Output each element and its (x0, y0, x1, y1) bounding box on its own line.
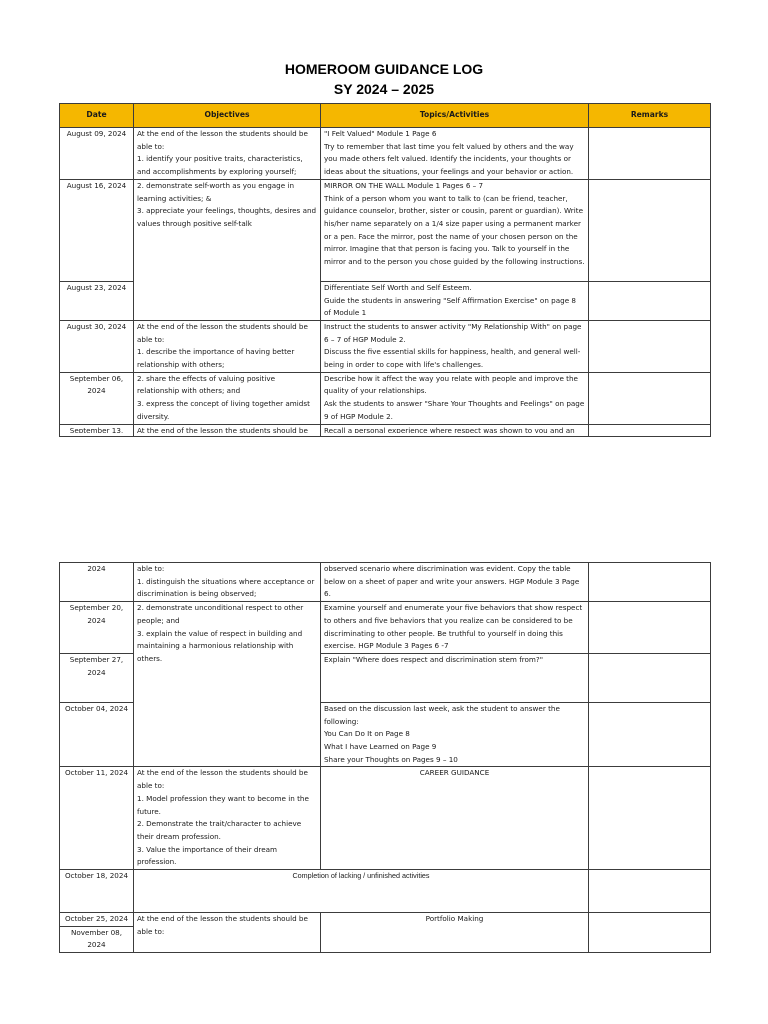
date-cell: September 06, 2024 (60, 372, 134, 424)
table-row (60, 602, 711, 654)
date-cell: October 25, 2024 (60, 913, 134, 927)
remarks-cell (589, 653, 711, 702)
topics-cell: Portfolio Making (321, 913, 589, 953)
objectives-text: At the end of the lesson the students should be (137, 425, 308, 433)
objectives-cell: able to: 1. distinguish the situations where acceptance or discrimination is being observed; (134, 563, 321, 602)
date-cell: September 20, 2024 (60, 602, 134, 654)
remarks-cell (589, 767, 711, 870)
objectives-cell: 2. demonstrate self-worth as you engage in learning activities; & 3. appreciate your feelings, thoughts, desires and values through positive self-talk (134, 179, 321, 320)
objectives-cell: At the end of the lesson the students should be able to: 1. Model profession they want to become in the future. 2. Demonstrate the trait/character to achieve their dream profession. 3. Value the importance of their dream profession. (134, 767, 321, 870)
topics-cell: Instruct the students to answer activity "My Relationship With" on page 6 – 7 of HGP Module 2. Discuss the five essential skills for happiness, health, and general well-being in order to cope with life's challenges. (321, 320, 589, 372)
table-row (60, 767, 711, 870)
topics-cell: Explain "Where does respect and discrimination stem from?" (321, 653, 589, 702)
objectives-cell: At the end of the lesson the students should be able to: 1. identify your positive traits, characteristics, and accomplishments by exploring yourself; (134, 128, 321, 180)
remarks-cell (589, 320, 711, 372)
guidance-log-table (59, 103, 711, 437)
topics-text: Recall a personal experience where respect was shown to you and an (324, 425, 575, 433)
topics-cell (321, 424, 589, 436)
merged-note-cell: Completion of lacking / unfinished activities (134, 870, 589, 913)
date-cell: August 30, 2024 (60, 320, 134, 372)
topics-cell: Based on the discussion last week, ask the student to answer the following: You Can Do It on Page 8 What I have Learned on Page 9 Share your Thoughts on Pages 9 – 10 (321, 702, 589, 767)
objectives-cell: At the end of the lesson the students should be able to: (134, 913, 321, 953)
column-header-remarks: Remarks (589, 104, 711, 128)
remarks-cell (589, 128, 711, 180)
date-cell: October 18, 2024 (60, 870, 134, 913)
date-cell: September 27, 2024 (60, 653, 134, 702)
date-cell: August 16, 2024 (60, 179, 134, 281)
column-header-date: Date (60, 104, 134, 128)
date-cell: August 09, 2024 (60, 128, 134, 180)
objectives-cell (134, 424, 321, 436)
topics-cell: CAREER GUIDANCE (321, 767, 589, 870)
table-row (60, 563, 711, 602)
remarks-cell (589, 602, 711, 654)
remarks-cell (589, 913, 711, 953)
date-cell: November 08, 2024 (60, 926, 134, 952)
date-cell: October 11, 2024 (60, 767, 134, 870)
remarks-cell (589, 563, 711, 602)
date-text: September 13, (69, 425, 124, 433)
topics-cell: MIRROR ON THE WALL Module 1 Pages 6 – 7 Think of a person whom you want to talk to (can be friend, teacher, guidance counselor, brother, sister or cousin, parent or guardian). Write his/her name separately on a 1/4 size paper using a permanent marker or a pen. Face the mirror, post the name of your chosen person on the mirror. Imagine that that person is facing you. Talk to yourself in the mirror and to the person you chose guided by the following instructions. (321, 179, 589, 281)
remarks-cell (589, 179, 711, 281)
table-row (60, 424, 711, 436)
remarks-cell (589, 372, 711, 424)
school-year-title: SY 2024 – 2025 (333, 81, 435, 97)
topics-cell: Differentiate Self Worth and Self Esteem. Guide the students in answering "Self Affirmation Exercise" on page 8 of Module 1 (321, 281, 589, 320)
date-cell (60, 424, 134, 436)
objectives-cell: 2. demonstrate unconditional respect to other people; and 3. explain the value of respect in building and maintaining a harmonious relationship with others. (134, 602, 321, 767)
objectives-cell: 2. share the effects of valuing positive relationship with others; and 3. express the concept of living together amidst diversity. (134, 372, 321, 424)
column-header-objectives: Objectives (134, 104, 321, 128)
table-header-row (60, 104, 711, 128)
table-row (60, 870, 711, 913)
date-cell: October 04, 2024 (60, 702, 134, 767)
date-cell: 2024 (60, 563, 134, 602)
column-header-topics: Topics/Activities (321, 104, 589, 128)
table-row (60, 179, 711, 281)
document-title: HOMEROOM GUIDANCE LOG (284, 61, 484, 77)
table-row (60, 320, 711, 372)
table-row (60, 372, 711, 424)
objectives-cell: At the end of the lesson the students should be able to: 1. describe the importance of having better relationship with others; (134, 320, 321, 372)
remarks-cell (589, 281, 711, 320)
topics-cell: Examine yourself and enumerate your five behaviors that show respect to others and five behaviors that you realize can be considered to be discriminating to other people. Be truthful to yourself in doing this exercise. HGP Module 3 Pages 6 -7 (321, 602, 589, 654)
topics-cell: "I Felt Valued" Module 1 Page 6 Try to remember that last time you felt valued by others and the way you made others felt valued. Identify the incidents, your thoughts or ideas about the situations, your feelings and your behavior or action. (321, 128, 589, 180)
guidance-log-table-continued (59, 562, 711, 953)
topics-cell: observed scenario where discrimination was evident. Copy the table below on a sheet of paper and write your answers. HGP Module 3 Page 6. (321, 563, 589, 602)
table-row (60, 913, 711, 927)
remarks-cell (589, 424, 711, 436)
date-cell: August 23, 2024 (60, 281, 134, 320)
remarks-cell (589, 870, 711, 913)
remarks-cell (589, 702, 711, 767)
topics-cell: Describe how it affect the way you relate with people and improve the quality of your relationships. Ask the students to answer "Share Your Thoughts and Feelings" on page 9 of HGP Module 2. (321, 372, 589, 424)
table-row (60, 128, 711, 180)
